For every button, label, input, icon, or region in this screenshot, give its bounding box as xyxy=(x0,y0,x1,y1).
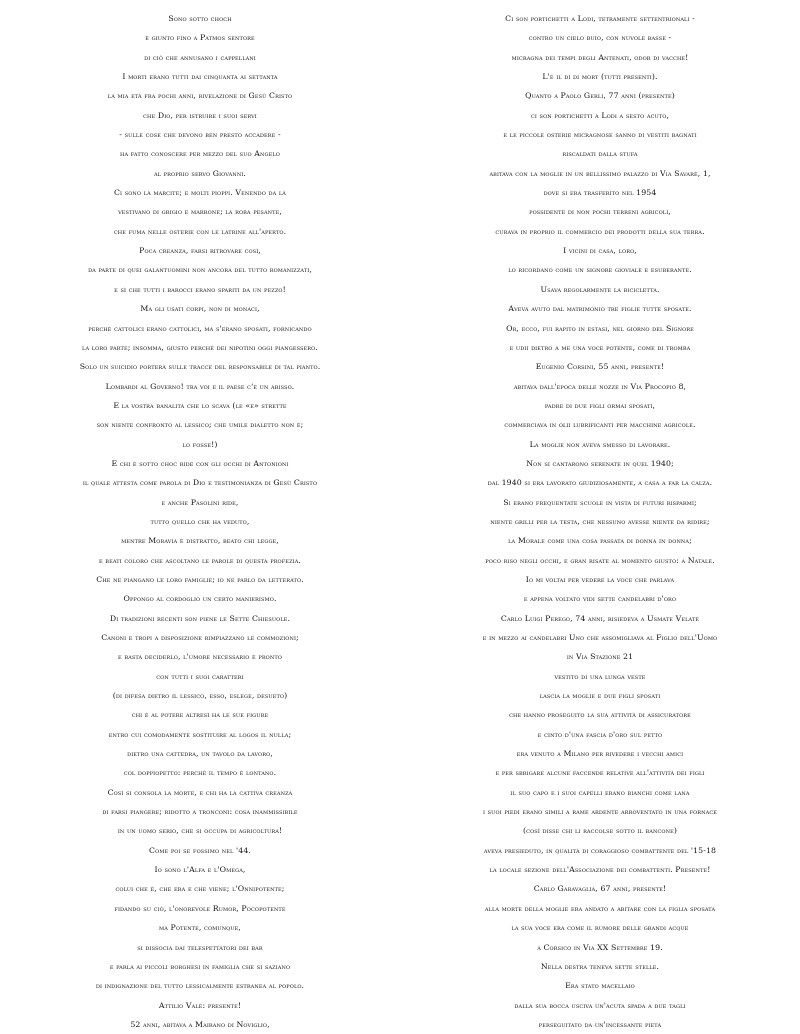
poem-line: commerciava in olii lubrificanti per macchine agricole. xyxy=(504,420,696,430)
poem-line: in un uomo serio, che si occupa di agricoltura! xyxy=(117,826,283,836)
poem-line: che Dio, per istruire i suoi servi xyxy=(143,110,257,120)
poem-line: Ci son portichetti a Lodi, tetramente settentrionali - xyxy=(505,14,695,23)
poem-line: Quanto a Paolo Gerli, 77 anni (presente) xyxy=(525,91,675,101)
poem-line: (così disse chi li raccolse sotto il bancone) xyxy=(523,826,677,836)
poem-line: La moglie non aveva smesso di lavorare. xyxy=(529,439,671,449)
poem-line: lo fosse!) xyxy=(182,439,218,449)
poem-line: 52 anni, abitava a Mairano di Noviglio, xyxy=(130,1019,270,1029)
poem-line: il suo capo e i suoi capelli erano bianchi come lana xyxy=(510,787,690,797)
poem-line: Canoni e tropi a disposizione rimpiazzano le commozioni; xyxy=(101,633,299,642)
poem-line: vestito di una lunga veste xyxy=(554,671,646,681)
poem-line: Carlo Luigi Perego, 74 anni, risiedeva a Usmate Velate xyxy=(500,613,700,623)
poem-line: e le piccole osterie micragnose sanno di vestiti bagnati xyxy=(503,130,697,140)
poem-line: Era stato macellaio xyxy=(565,981,635,991)
poem-line: Or, ecco, fui rapito in estasi, nel giorno del Signore xyxy=(506,323,694,333)
poem-line: e appena voltato vidi sette candelabri d'oro xyxy=(523,594,677,604)
poem-line: la locale sezione dell'Associazione dei combattenti. Presente! xyxy=(489,865,711,875)
poem-line: Ci sono là marcite; e molti pioppi. Venendo da là xyxy=(113,188,287,198)
poem-line: Io mi voltai per vedere la voce che parlava xyxy=(525,574,675,584)
poem-line: e udii dietro a me una voce potente, come di tromba xyxy=(509,342,691,352)
poem-line: che fuma nelle osterie con le latrine all'aperto. xyxy=(113,226,287,236)
poem-line: Attilio Valè: presente! xyxy=(158,1000,242,1010)
poem-line: Lombardi al Governo! tra voi e il paese c'è un abisso. xyxy=(105,381,295,391)
poem-line: Usava regolarmente la bicicletta. xyxy=(540,284,660,294)
poem-line: aveva presieduto, in qualità di coraggioso combattente del '15-18 xyxy=(483,845,717,855)
poem-line: è giunto fino a Patmos sentore xyxy=(145,33,255,43)
poem-line: mentre Moravia è distratto, beato chi legge, xyxy=(121,536,279,546)
poem-line: E chi è sotto choc ride con gli occhi di Antonioni xyxy=(111,458,289,468)
poem-line: la Morale come una cosa passata di donna in donna; xyxy=(508,536,692,546)
poem-line: che hanno proseguito la sua attività di assicuratore xyxy=(509,710,691,720)
poem-line: micragna dei tempi degli Antenati, odor di vacche! xyxy=(511,52,689,62)
poem-line: riscaldati dalla stufa xyxy=(562,149,638,159)
poem-line: da parte di quei galantuomini non ancora del tutto romanizzati, xyxy=(88,265,312,275)
poem-line: col doppiopetto: perché il tempo è lontano. xyxy=(123,768,277,778)
poem-line: la loro parte; insomma, giusto perché dei nipotini oggi piangessero. xyxy=(82,342,318,352)
poem-line: Che ne piangano le loro famiglie; io ne parlo da letterato. xyxy=(96,574,304,584)
poem-line: Nella destra teneva sette stelle. xyxy=(540,961,660,971)
poem-line: e sì che tutti i barocci erano spariti da un pezzo! xyxy=(114,284,286,294)
poem-line: ma Potente, comunque, xyxy=(158,923,242,933)
poem-line: i suoi piedi erano simili a rame ardente arroventato in una fornace xyxy=(482,807,718,817)
poem-line: di farsi piangere; ridotto a tronconi: cosa inammissibile xyxy=(102,807,298,817)
poem-line: perché cattolici erano cattolici, ma s'erano sposati, fornicando xyxy=(88,323,312,333)
poem-line: entro cui comodamente sostituire al logos il nulla; xyxy=(108,729,292,739)
poem-line: padre di due figli ormai sposati, xyxy=(544,400,656,410)
poem-line: Oppongo al cordoglio un certo manierismo. xyxy=(123,594,277,604)
poem-line: tutto quello che ha veduto, xyxy=(150,516,250,526)
poem-line: Non si cantarono serenate in quel 1940; xyxy=(526,458,674,468)
poem-line: Solo un suicidio porterà sulle tracce del responsabile di tal pianto. xyxy=(79,362,321,372)
poem-line: E la vostra banalità che lo scava (le «e» strette xyxy=(113,400,287,410)
poem-line: Sono sotto choch xyxy=(168,14,232,23)
poem-line: niente grilli per la testa, che nessuno avesse niente da ridire; xyxy=(490,516,710,526)
poem-line: lascia la moglie e due figli sposati xyxy=(539,691,661,701)
poem-line: e per sbrigare alcune faccende relative all'attività dei figli xyxy=(495,768,705,778)
poem-line: vestivano di grigio e marrone; la roba pesante, xyxy=(118,207,282,217)
poem-line: ha fatto conoscere per mezzo del suo Angelo xyxy=(120,149,280,159)
poem-line: abitava dall'epoca delle nozze in Via Procopio 8, xyxy=(513,381,687,391)
poem-line: contro un cielo buio, con nuvole basse - xyxy=(528,33,672,43)
poem-line: (di difesa dietro il lessico, esso, eslege, desueto) xyxy=(112,691,288,701)
poem-line: dalla sua bocca usciva un'acuta spada a due tagli xyxy=(514,1000,686,1010)
poem-line: Eugenio Corsini, 55 anni, presente! xyxy=(535,362,665,372)
poem-line: Carlo Garavaglia, 67 anni, presente! xyxy=(533,884,667,894)
poem-line: di ciò che annusano i cappellani xyxy=(144,52,256,62)
poem-line: curava in proprio il commercio dei prodotti della sua terra. xyxy=(495,226,705,236)
poem-line: I morti erano tutti dai cinquanta ai settanta xyxy=(122,72,278,82)
poem-line: e cinto d'una fascia d'oro sul petto xyxy=(537,729,663,739)
poem-line: Io sono l'Alfa e l'Omega, xyxy=(154,865,246,875)
poem-line: chi è al potere altresì ha le sue figure xyxy=(131,710,269,720)
poem-line: dove si era trasferito nel 1954 xyxy=(543,188,657,198)
poem-line: Poca creanza, farsi ritrovare così, xyxy=(139,246,261,256)
poem-line: era venuto a Milano per rivedere i vecchi amici xyxy=(516,749,684,759)
poem-line: Aveva avuto dal matrimonio tre figlie tutte sposate. xyxy=(508,304,692,314)
poem-line: di indignazione del tutto lessicalmente estranea al popolo. xyxy=(95,981,305,991)
poem-line: in Via Stazione 21 xyxy=(566,652,634,662)
poem-line: si dissocia dai telespettatori dei bar xyxy=(137,942,263,952)
poem-line: dietro una cattedra, un tavolo da lavoro, xyxy=(127,749,273,759)
poem-line: la mia età fra pochi anni, rivelazione di Gesù Cristo xyxy=(107,91,293,101)
poem-line: I vicini di casa, loro, xyxy=(563,246,637,256)
poem-line: lo ricordano come un signore gioviale e esuberante. xyxy=(508,265,692,275)
poem-line: Così si consola la morte, e chi ha la cattiva creanza xyxy=(107,787,293,797)
poem-line: possidente di non pochi terreni agricoli, xyxy=(529,207,671,217)
poem-line: perseguitato da un'incessante pietà xyxy=(538,1019,662,1029)
poem-line: poco riso negli occhi, e gran risate al momento giusto: a Natale. xyxy=(485,555,715,565)
poem-line: e basta deciderlo, l'umore necessario è pronto xyxy=(118,652,282,662)
poem-line: son niente confronto al lessico; che umile dialetto non è; xyxy=(96,420,304,430)
poem-column-left xyxy=(0,9,400,1034)
poem-column-right xyxy=(400,9,800,1034)
poem-line: con tutti i suoi caratteri xyxy=(156,671,244,681)
poem-line: abitava con la moglie in un bellissimo palazzo di Via Savarè, 1, xyxy=(489,168,711,178)
poem-line: e parla ai piccoli borghesi in famiglia che si saziano xyxy=(109,961,291,971)
poem-line: L'è il dì di mort (tutti presenti). xyxy=(542,72,658,82)
poem-line: il quale attesta come parola di Dio e testimonianza di Gesù Cristo xyxy=(82,478,318,488)
poem-line: la sua voce era come il rumore delle grandi acque xyxy=(511,923,689,933)
poem-line: e in mezzo ai candelabri Uno che assomigliava al Figlio dell'Uomo xyxy=(482,633,718,642)
poem-line: al proprio servo Giovanni. xyxy=(154,168,246,178)
poem-line: Ma gli usati corpi, non di monaci, xyxy=(140,304,260,314)
poem-line: a Corsico in Via XX Settembre 19. xyxy=(537,942,663,952)
poem-line: dal 1940 si era lavorato giudiziosamente, a casa a far la calza. xyxy=(487,478,713,488)
poem-line: Come poi se fossimo nel '44. xyxy=(149,845,251,855)
poem-line: e beati coloro che ascoltano le parole di questa profezia. xyxy=(98,555,302,565)
poem-line: - sulle cose che devono ben presto accadere - xyxy=(119,130,281,140)
poem-line: Di tradizioni recenti son piene le Sette Chiesuole. xyxy=(109,613,291,623)
poem-line: fidando su ciò, l'onorevole Rumor, Pocopotente xyxy=(114,903,286,913)
poem-line: ci son portichetti a Lodi a sesto acuto, xyxy=(530,110,670,120)
poem-line: e anche Pasolini ride, xyxy=(161,497,239,507)
poem-line: colui che è, che era e che viene; l'Onnipotente; xyxy=(115,884,285,894)
poem-line: Si erano frequentate scuole in vista di futuri risparmi; xyxy=(503,497,697,507)
poem-line: alla morte della moglie era andato a abitare con la figlia sposata xyxy=(484,903,716,913)
